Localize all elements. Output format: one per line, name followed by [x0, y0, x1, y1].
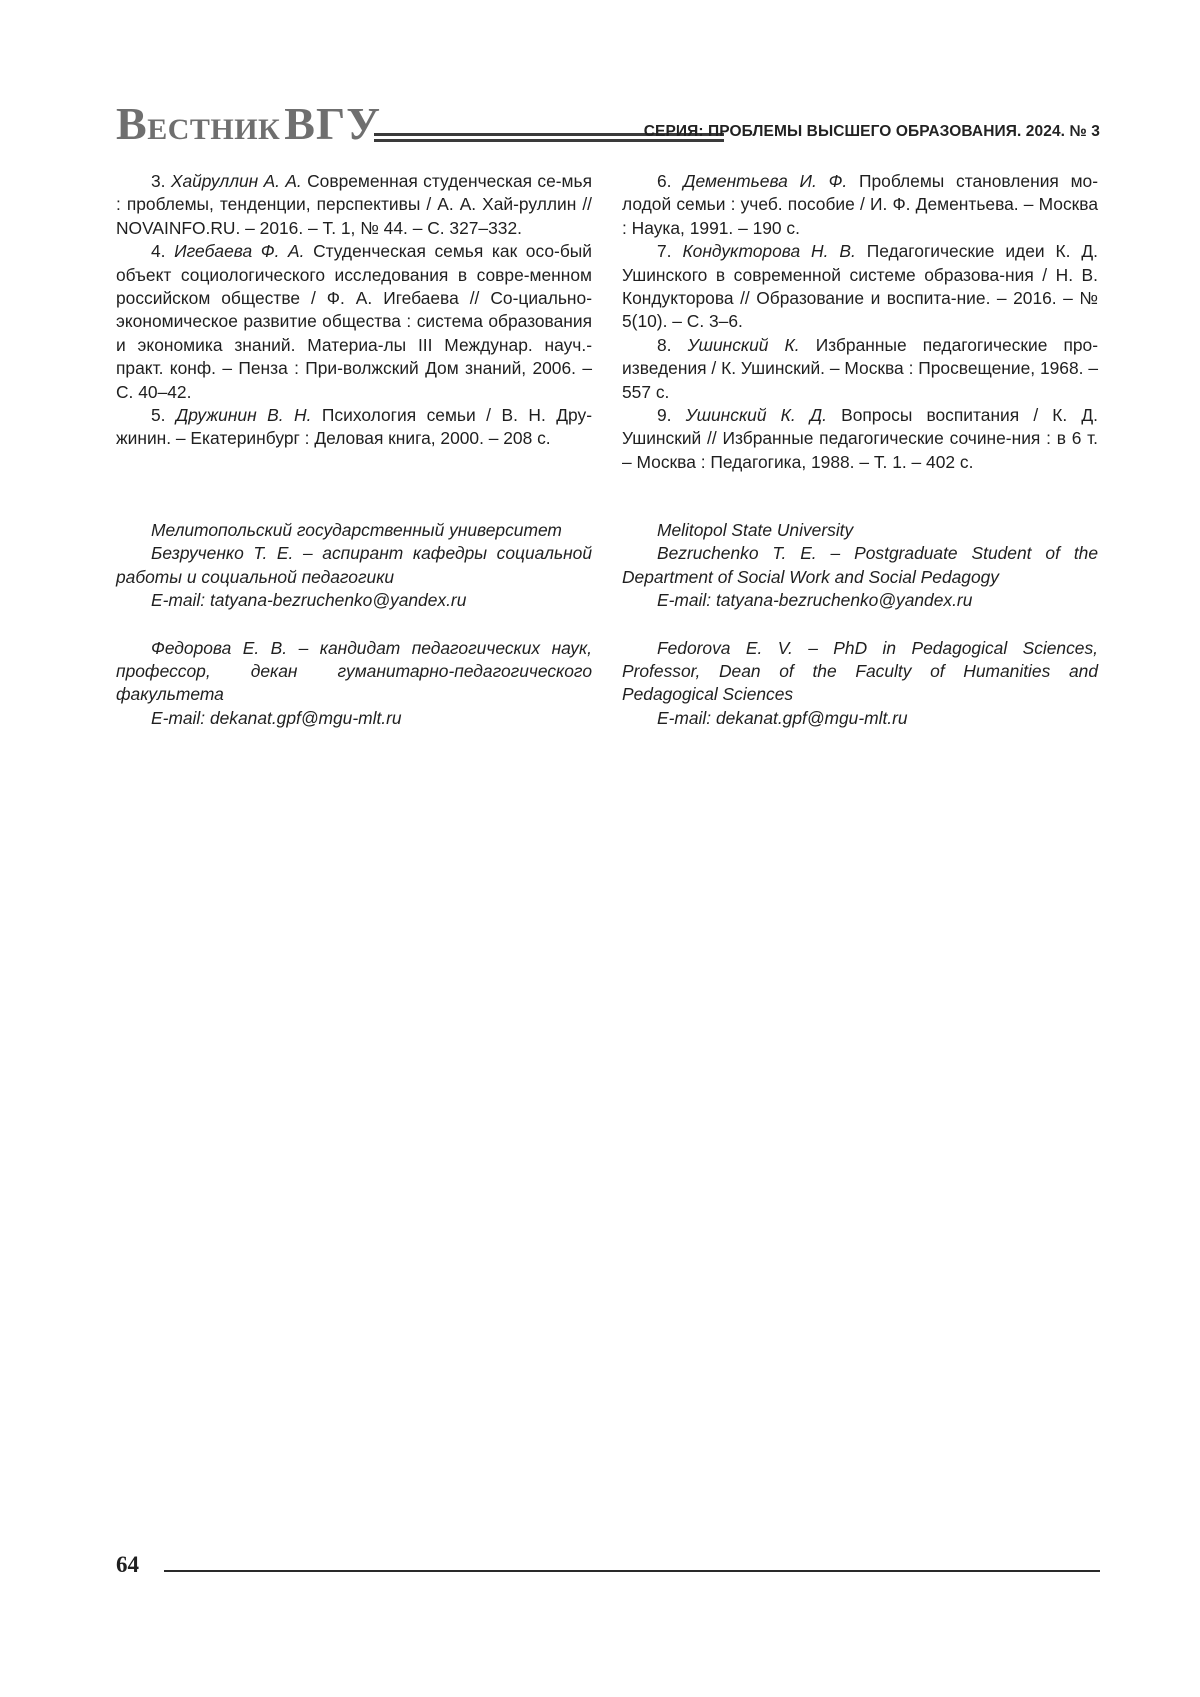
author-info: Fedorova E. V. – PhD in Pedagogical Sciences, Professor, Dean of the Faculty of Humanities and Pedagogical Sciences: [622, 637, 1098, 705]
reference-number: 9.: [657, 405, 686, 426]
series-title: СЕРИЯ: ПРОБЛЕМЫ ВЫСШЕГО ОБРАЗОВАНИЯ. 2024. № 3: [643, 123, 1100, 140]
footer-rule: [164, 1570, 1100, 1572]
reference-number: 8.: [657, 334, 688, 355]
logo-word: ЕСТНИК: [147, 113, 281, 146]
reference-author: Кондукторова Н. В.: [682, 241, 856, 262]
reference-text: Избранные педагогические про-изведения / К. Ушинский. – Москва : Просвещение, 1968. – 557 с.: [622, 334, 1098, 402]
reference-text: Студенческая семья как осо-бый объект социологического исследования в совре-менном российском обществе / Ф. А. Игебаева // Со-циально-экономическое развитие общества : система образования и экономика знаний. Материа-лы III Междунар. науч.-практ. конф. – Пенза : При-волжский Дом знаний, 2006. – С. 40–42.: [116, 241, 592, 402]
page-number: 64: [116, 1552, 139, 1577]
author-info: Bezruchenko T. E. – Postgraduate Student of the Department of Social Work and Social Pedagogy: [622, 543, 1098, 587]
journal-logo: [116, 100, 381, 148]
reference-text: Современная студенческая се-мья : проблемы, тенденции, перспективы / А. А. Хай-руллин // NOVAINFO.RU. – 2016. – Т. 1, № 44. – С. 327–332.: [116, 171, 592, 238]
references-left-column: [116, 170, 592, 451]
author-info: Безрученко Т. Е. – аспирант кафедры социальной работы и социальной педагогики: [116, 543, 592, 587]
reference-number: 5.: [151, 405, 176, 426]
author-email: E-mail: tatyana-bezruchenko@yandex.ru: [657, 590, 973, 611]
reference-author: Дружинин В. Н.: [175, 405, 312, 426]
reference-item: [116, 240, 592, 404]
reference-text: Педагогические идеи К. Д. Ушинского в современной системе образова-ния / Н. В. Кондукторова // Образование и воспита-ние. – 2016. – № 5(10). – С. 3–6.: [622, 241, 1098, 332]
author-email: E-mail: dekanat.gpf@mgu-mlt.ru: [151, 707, 402, 728]
reference-item: [116, 170, 592, 240]
reference-author: Дементьева И. Ф.: [683, 171, 848, 191]
reference-text: Проблемы становления мо-лодой семьи : учеб. пособие / И. Ф. Дементьева. – Москва : Наука, 1991. – 190 с.: [622, 171, 1098, 238]
reference-author: Хайруллин А. А.: [170, 171, 302, 191]
references-right-column: [622, 170, 1098, 474]
logo-initial: В: [116, 98, 148, 149]
reference-number: 7.: [657, 241, 683, 262]
author-email: E-mail: tatyana-bezruchenko@yandex.ru: [151, 590, 467, 611]
reference-text: Вопросы воспитания / К. Д. Ушинский // Избранные педагогические сочине-ния : в 6 т. – Москва : Педагогика, 1988. – Т. 1. – 402 с.: [622, 405, 1099, 472]
running-header: [116, 100, 1100, 148]
reference-author: Ушинский К. Д.: [685, 405, 827, 426]
logo-vgu: ВГУ: [284, 98, 382, 149]
author-info: Федорова Е. В. – кандидат педагогических наук, профессор, декан гуманитарно-педагогического факультета: [116, 637, 592, 705]
reference-item: [622, 334, 1098, 404]
university-name: Melitopol State University: [657, 520, 854, 540]
university-name: Мелитопольский государственный университет: [151, 520, 562, 540]
reference-number: 3.: [151, 171, 171, 191]
reference-item: [622, 240, 1098, 334]
affiliation-english: [622, 519, 1098, 730]
reference-text: Психология семьи / В. Н. Дру-жинин. – Екатеринбург : Деловая книга, 2000. – 208 с.: [116, 405, 592, 449]
reference-author: Ушинский К.: [687, 334, 800, 355]
reference-item: [622, 170, 1098, 240]
author-email: E-mail: dekanat.gpf@mgu-mlt.ru: [657, 707, 908, 728]
reference-item: [116, 404, 592, 451]
reference-item: [622, 404, 1098, 474]
affiliation-russian: [116, 519, 592, 730]
reference-number: 6.: [657, 171, 684, 191]
reference-number: 4.: [151, 241, 175, 262]
reference-author: Игебаева Ф. А.: [174, 241, 305, 262]
